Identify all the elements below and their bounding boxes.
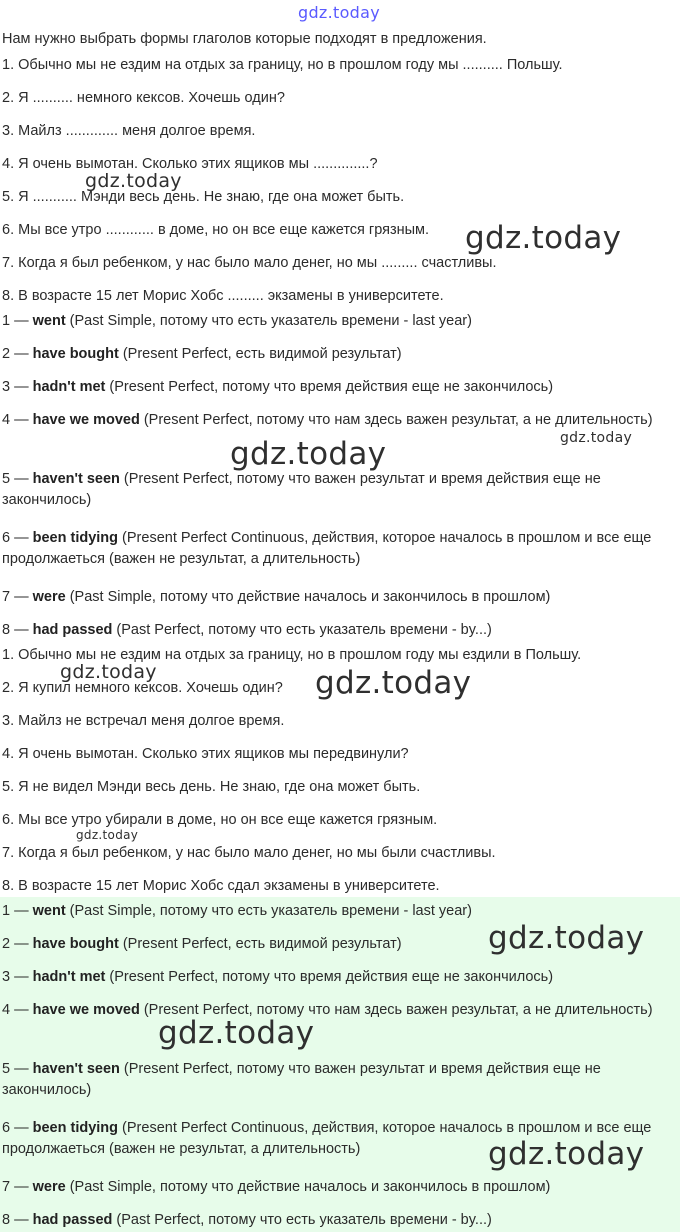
watermark: gdz.today [158,1015,315,1051]
answer-item: 5 — haven't seen (Present Perfect, потому что важен результат и время действия еще не закончилось) [2,471,601,508]
watermark: gdz.today [560,430,633,446]
answer-item: 5 — haven't seen (Present Perfect, потому что важен результат и время действия еще не закончилось) [2,1061,601,1098]
question-item: 4. Я очень вымотан. Сколько этих ящиков мы ..............? [2,156,378,172]
completed-sentence: 7. Когда я был ребенком, у нас было мало денег, но мы были счастливы. [2,845,496,861]
answer-item: 3 — hadn't met (Present Perfect, потому что время действия еще не закончилось) [2,969,554,985]
answer-item: 3 — hadn't met (Present Perfect, потому что время действия еще не закончилось) [2,379,554,395]
watermark: gdz.today [230,436,387,472]
watermark: gdz.today [315,665,472,701]
question-item: 6. Мы все утро ............ в доме, но он все еще кажется грязным. [2,222,430,238]
answer-item: 6 — been tidying (Present Perfect Continuous, действия, которое началось в прошлом и все еще продолжаеться (важен не результат, а длительность) [2,1120,652,1157]
watermark: gdz.today [76,828,139,842]
header-watermark: gdz.today [298,3,380,22]
answer-item: 1 — went (Past Simple, потому что есть указатель времени - last year) [2,313,472,329]
answer-item: 8 — had passed (Past Perfect, потому что есть указатель времени - by...) [2,1212,492,1228]
answer-item: 1 — went (Past Simple, потому что есть указатель времени - last year) [2,903,472,919]
question-item: 2. Я .......... немного кексов. Хочешь один? [2,90,285,106]
answer-item: 4 — have we moved (Present Perfect, потому что нам здесь важен результат, а не длительность) [2,412,653,428]
watermark: gdz.today [60,661,157,683]
completed-sentence: 2. Я купил немного кексов. Хочешь один? [2,680,283,696]
watermark: gdz.today [488,1136,645,1172]
question-item: 7. Когда я был ребенком, у нас было мало денег, но мы ......... счастливы. [2,255,497,271]
answer-item: 7 — were (Past Simple, потому что действие началось и закончилось в прошлом) [2,589,551,605]
answer-item: 6 — been tidying (Present Perfect Continuous, действия, которое началось в прошлом и все еще продолжаеться (важен не результат, а длительность) [2,530,652,567]
completed-sentence: 3. Майлз не встречал меня долгое время. [2,713,285,729]
answer-item: 7 — were (Past Simple, потому что действие началось и закончилось в прошлом) [2,1179,551,1195]
question-item: 5. Я ........... Мэнди весь день. Не знаю, где она может быть. [2,189,405,205]
intro-text: Нам нужно выбрать формы глаголов которые подходят в предложения. [2,31,487,47]
answer-item: 2 — have bought (Present Perfect, есть видимой результат) [2,936,402,952]
completed-sentence: 5. Я не видел Мэнди весь день. Не знаю, где она может быть. [2,779,421,795]
completed-sentence: 4. Я очень вымотан. Сколько этих ящиков мы передвинули? [2,746,409,762]
answer-item: 2 — have bought (Present Perfect, есть видимой результат) [2,346,402,362]
watermark: gdz.today [85,170,182,192]
completed-sentence: 1. Обычно мы не ездим на отдых за границу, но в прошлом году мы ездили в Польшу. [2,647,582,663]
question-item: 1. Обычно мы не ездим на отдых за границу, но в прошлом году мы .......... Польшу. [2,57,563,73]
question-item: 3. Майлз ............. меня долгое время. [2,123,256,139]
completed-sentence: 8. В возрасте 15 лет Морис Хобс сдал экзамены в университете. [2,878,440,894]
watermark: gdz.today [465,220,622,256]
question-item: 8. В возрасте 15 лет Морис Хобс ......... экзамены в университете. [2,288,444,304]
watermark: gdz.today [488,920,645,956]
completed-sentence: 6. Мы все утро убирали в доме, но он все еще кажется грязным. [2,812,438,828]
answer-item: 4 — have we moved (Present Perfect, потому что нам здесь важен результат, а не длительность) [2,1002,653,1018]
answer-item: 8 — had passed (Past Perfect, потому что есть указатель времени - by...) [2,622,492,638]
